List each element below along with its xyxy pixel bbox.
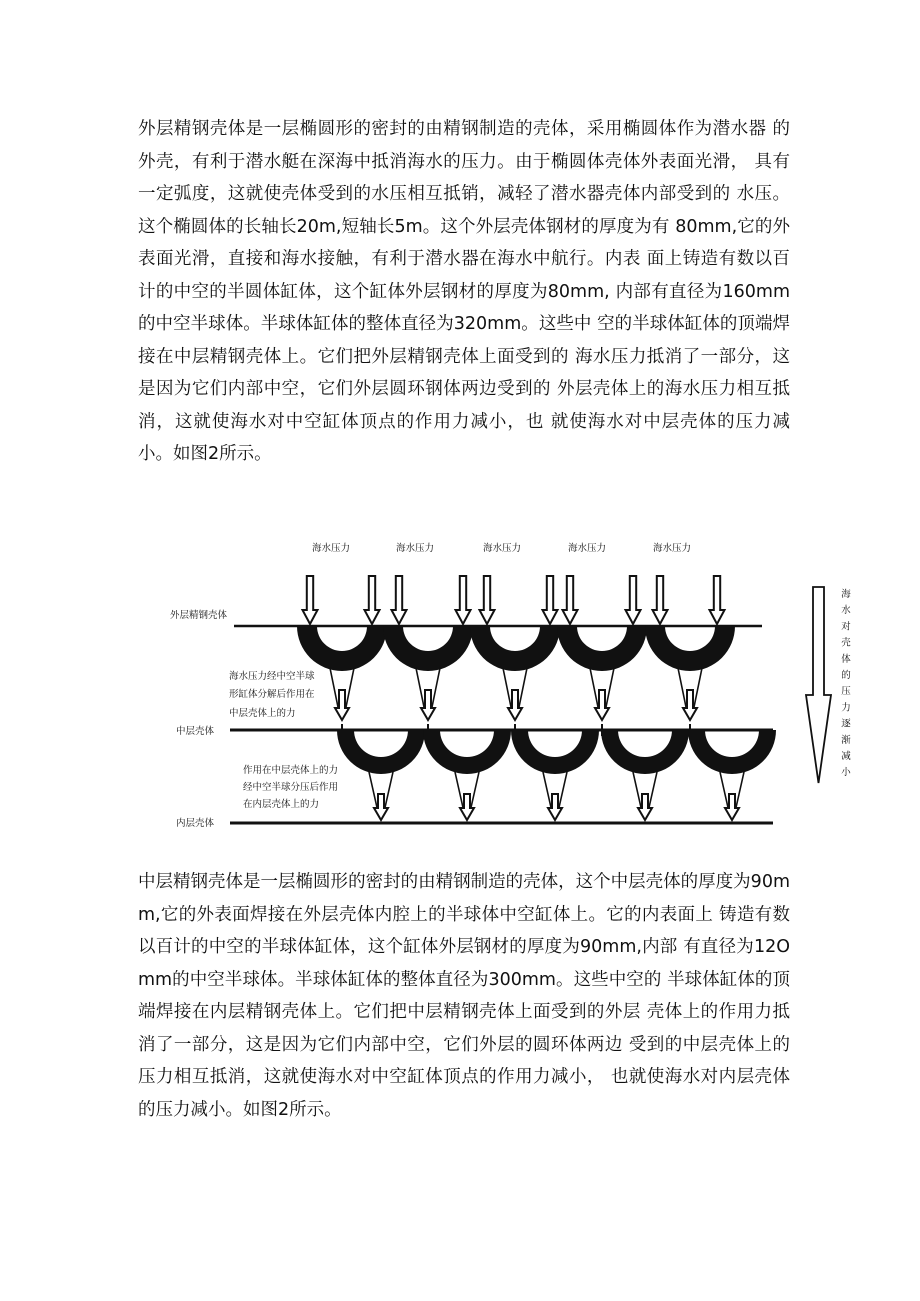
middle-force-5-left-line	[720, 772, 729, 812]
note-1-line-3: 中层壳体上的力	[229, 708, 296, 719]
middle-force-5-arrow	[725, 794, 739, 820]
paragraph-outer-shell: 外层精钢壳体是一层椭圆形的密封的由精钢制造的壳体，采用椭圆体作为潜水器 的外壳，有利于潜水艇在深海中抵消海水的压力。由于椭圆体壳体外表面光滑， 具有一定弧度，这就使壳体受到的水压相互抵销，减轻了潜水器壳体内部受到的 水压。这个椭圆体的长轴长20m,短轴长5m。这个外层壳体钢材的厚度为有 80mm,它的外表面光滑，直接和海水接触，有利于潜水器在海水中航行。内表 面上铸造有数以百计的中空的半圆体缸体，这个缸体外层钢材的厚度为80mm, 内部有直径为160mm的中空半球体。半球体缸体的整体直径为320mm。这些中 空的半球体缸体的顶端焊接在中层精钢壳体上。它们把外层精钢壳体上面受到的 海水压力抵消了一部分，这是因为它们内部中空，它们外层圆环钢体两边受到的 外层壳体上的海水压力相互抵消，这就使海水对中空缸体顶点的作用力减小，也 就使海水对中层壳体的压力减小。如图2所示。	[138, 119, 790, 464]
outer-hemisphere-5	[645, 626, 735, 671]
side-caption-char-10: 渐	[841, 734, 851, 746]
middle-force-5-right-line	[735, 772, 744, 812]
middle-force-3-left-line	[543, 772, 552, 812]
paragraph-middle-shell: 中层精钢壳体是一层椭圆形的密封的由精钢制造的壳体，这个中层壳体的厚度为90mm,它的外表面焊接在外层壳体内腔上的半球体中空缸体上。它的内表面上 铸造有数以百计的中空的半球体缸体，这个缸体外层钢材的厚度为90mm,内部 有直径为12Omm的中空半球体。半球体缸体的整体直径为300mm。这些中空的 半球体缸体的顶端焊接在内层精钢壳体上。它们把中层精钢壳体上面受到的外层 壳体上的作用力抵消了一部分，这是因为它们内部中空，它们外层的圆环体两边 受到的中层壳体上的压力相互抵消，这就使海水对中空缸体顶点的作用力减小， 也就使海水对内层壳体的压力减小。如图2所示。	[138, 872, 790, 1120]
side-caption-char-9: 逐	[841, 718, 851, 730]
pressure-arrow-5	[480, 576, 495, 624]
outer-force-1-left-line	[330, 668, 339, 712]
pressure-arrow-4	[456, 576, 471, 624]
outer-force-2-left-line	[416, 668, 425, 712]
note-2-line-1: 作用在中层壳体上的力	[243, 765, 339, 776]
outer-hemisphere-1	[297, 626, 387, 671]
middle-force-1-left-line	[369, 772, 378, 812]
middle-hemisphere-3	[511, 730, 599, 774]
note-1-line-1: 海水压力经中空半球	[229, 671, 315, 682]
middle-force-4-right-line	[648, 772, 657, 812]
side-caption-char-5: 体	[841, 653, 851, 665]
outer-force-1-right-line	[345, 668, 354, 712]
outer-hemisphere-row	[297, 626, 735, 671]
pressure-arrow-2	[365, 576, 380, 624]
outer-force-3-left-line	[503, 668, 512, 712]
pressure-arrow-7	[563, 576, 578, 624]
middle-force-4-left-line	[633, 772, 642, 812]
pressure-arrows	[303, 576, 725, 624]
outer-hemisphere-2	[383, 626, 473, 671]
pressure-label-3: 海水压力	[482, 543, 522, 554]
side-caption-char-6: 的	[841, 670, 851, 681]
middle-force-2-right-line	[470, 772, 479, 812]
pressure-diagram-figure	[0, 520, 920, 840]
middle-hemisphere-1	[337, 730, 425, 774]
middle-shell-label: 中层壳体	[176, 726, 215, 737]
side-caption-char-7: 压	[841, 686, 851, 698]
side-caption-char-3: 对	[841, 621, 851, 633]
outer-force-5-left-line	[678, 668, 687, 712]
side-caption-char-1: 海	[841, 589, 851, 600]
middle-hemisphere-row	[337, 730, 776, 774]
note-2-line-3: 在内层壳体上的力	[243, 799, 320, 810]
middle-force-1-arrow	[374, 794, 388, 820]
outer-force-4-right-line	[605, 668, 614, 712]
middle-force-2-left-line	[455, 772, 464, 812]
pressure-arrow-3	[392, 576, 407, 624]
middle-force-3-arrow	[548, 794, 562, 820]
side-caption-char-11: 减	[841, 751, 851, 762]
outer-force-3-right-line	[518, 668, 527, 712]
middle-force-4-arrow	[638, 794, 652, 820]
outer-hemisphere-4	[557, 626, 647, 671]
outer-shell-label: 外层精钢壳体	[170, 610, 228, 621]
pressure-label-1: 海水压力	[311, 543, 351, 554]
side-caption-char-12: 小	[841, 767, 851, 779]
side-caption-char-4: 壳	[841, 637, 851, 649]
side-caption-char-2: 水	[841, 605, 851, 617]
inner-shell-label: 内层壳体	[176, 818, 215, 829]
middle-hemisphere-2	[423, 730, 511, 774]
middle-hemisphere-4	[601, 730, 689, 774]
note-1-line-2: 形缸体分解后作用在	[229, 689, 315, 700]
middle-hemisphere-5	[688, 730, 776, 774]
pressure-label-5: 海水压力	[652, 543, 692, 554]
pressure-arrow-9	[653, 576, 668, 624]
side-caption-char-8: 力	[841, 702, 851, 714]
decreasing-pressure-arrow	[806, 587, 831, 783]
middle-force-2-arrow	[460, 794, 474, 820]
pressure-arrow-6	[543, 576, 558, 624]
middle-force-3-right-line	[558, 772, 567, 812]
outer-hemisphere-3	[470, 626, 560, 671]
outer-force-5-right-line	[693, 668, 702, 712]
outer-force-2-right-line	[431, 668, 440, 712]
pressure-arrow-8	[626, 576, 641, 624]
side-caption	[841, 588, 851, 778]
pressure-label-4: 海水压力	[567, 543, 607, 554]
pressure-arrow-10	[710, 576, 725, 624]
pressure-labels	[312, 542, 691, 554]
pressure-arrow-1	[303, 576, 318, 624]
pressure-label-2: 海水压力	[395, 543, 435, 554]
outer-force-4-left-line	[590, 668, 599, 712]
note-2-line-2: 经中空半球分压后作用	[243, 782, 339, 793]
middle-force-1-right-line	[384, 772, 393, 812]
